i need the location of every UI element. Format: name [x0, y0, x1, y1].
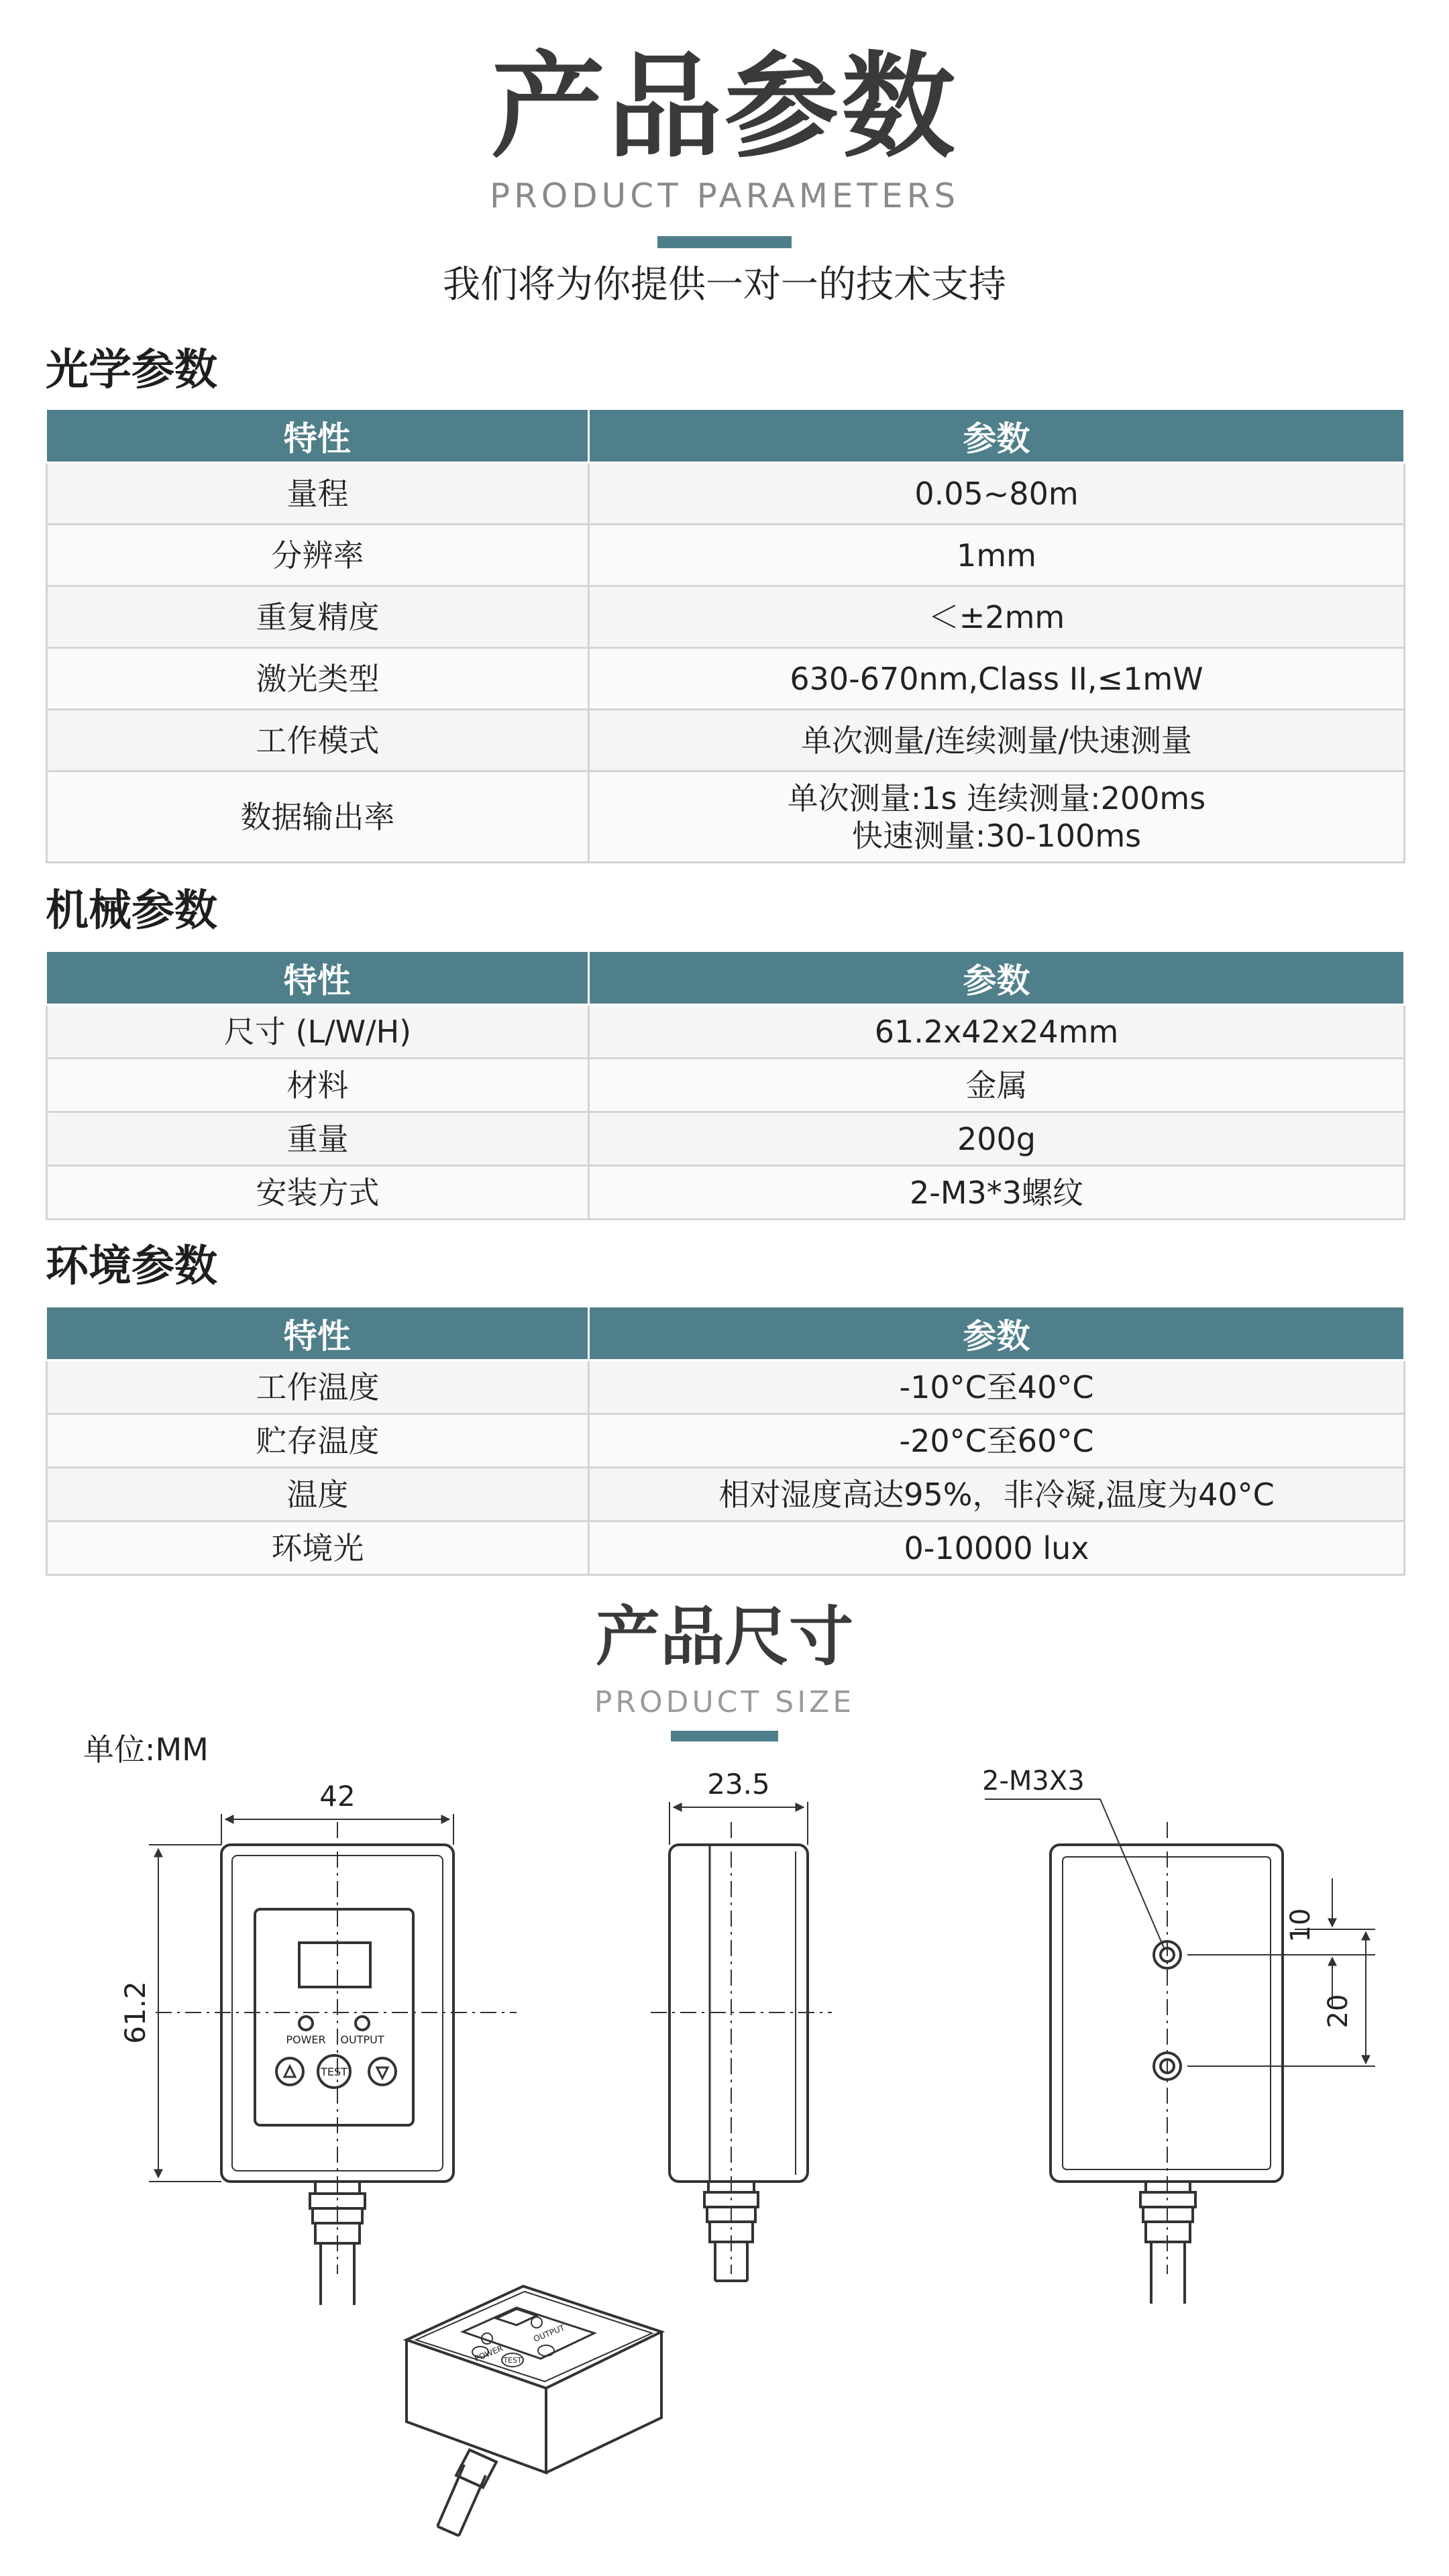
dim-depth-label: 23.5: [707, 1768, 770, 1801]
title-accent-bar: [657, 236, 792, 248]
table-cell: -20°C至60°C: [589, 1414, 1405, 1468]
table-row: [47, 1414, 1405, 1468]
size-subtitle: PRODUCT SIZE: [594, 1685, 855, 1719]
front-test-label: TEST: [321, 2065, 347, 2078]
unit-label: 单位:MM: [83, 1731, 209, 1768]
table-cell: 贮存温度: [47, 1414, 589, 1468]
table-row: [47, 1521, 1405, 1575]
table-cell: 重量: [47, 1112, 589, 1166]
table-cell: 激光类型: [47, 648, 589, 710]
table-header: 参数: [589, 951, 1405, 1005]
section-title-optical: 光学参数: [46, 345, 217, 395]
table-row: [47, 1166, 1405, 1220]
section-title-environment: 环境参数: [46, 1242, 217, 1291]
table-row: [47, 525, 1405, 586]
table-row: [47, 1360, 1405, 1414]
isometric-view-drawing: [407, 2286, 661, 2536]
dim-hole-spacing-label: 20: [1323, 1994, 1354, 2029]
table-cell: 金属: [589, 1059, 1405, 1112]
table-row: [47, 463, 1405, 525]
table-row: [47, 586, 1405, 648]
table-cell: 61.2x42x24mm: [589, 1005, 1405, 1059]
table-cell: 量程: [47, 463, 589, 525]
table-header: 参数: [589, 409, 1405, 463]
table-cell: 0-10000 lux: [589, 1521, 1405, 1575]
table-cell: 200g: [589, 1112, 1405, 1166]
table-cell: 0.05~80m: [589, 463, 1405, 525]
dim-hole-offset-label: 10: [1285, 1908, 1316, 1943]
slogan: 我们将为你提供一对一的技术支持: [443, 263, 1006, 307]
table-row: [47, 771, 1405, 863]
table-row: [47, 1468, 1405, 1521]
table-cell: 尺寸 (L/W/H): [47, 1005, 589, 1059]
table-cell: 数据输出率: [47, 771, 589, 863]
size-title: 产品尺寸: [596, 1599, 853, 1674]
iso-test-label: TEST: [503, 2356, 522, 2365]
table-header: 特性: [47, 951, 589, 1005]
page-subtitle: PRODUCT PARAMETERS: [489, 176, 960, 215]
table-header: 参数: [589, 1307, 1405, 1360]
table-row: [47, 648, 1405, 710]
front-view-drawing: [149, 1814, 517, 2305]
table-cell: -10°C至40°C: [589, 1360, 1405, 1414]
front-power-label: POWER: [286, 2033, 326, 2046]
optical-table: [46, 408, 1405, 863]
table-cell: 温度: [47, 1468, 589, 1521]
table-cell: ＜±2mm: [589, 586, 1405, 648]
size-accent-bar: [671, 1731, 778, 1741]
table-cell: 环境光: [47, 1521, 589, 1575]
front-output-label: OUTPUT: [340, 2033, 384, 2046]
environment-table: [46, 1305, 1405, 1576]
dim-width-label: 42: [319, 1780, 356, 1813]
table-row: [47, 1005, 1405, 1059]
iso-output-label: OUTPUT: [532, 2322, 566, 2344]
table-cell: 重复精度: [47, 586, 589, 648]
mechanical-table: [46, 950, 1405, 1220]
table-cell: 630-670nm,Class II,≤1mW: [589, 648, 1405, 710]
table-cell: 工作模式: [47, 710, 589, 771]
table-cell: 2-M3*3螺纹: [589, 1166, 1405, 1220]
table-cell: 材料: [47, 1059, 589, 1112]
dim-height-label: 61.2: [119, 1981, 152, 2044]
table-cell: 1mm: [589, 525, 1405, 586]
table-header: 特性: [47, 409, 589, 463]
dimension-drawings: [0, 1744, 1449, 2576]
iso-power-label: POWER: [473, 2343, 504, 2364]
back-view-drawing: [985, 1799, 1375, 2304]
table-row: [47, 1059, 1405, 1112]
table-cell: 分辨率: [47, 525, 589, 586]
side-view-drawing: [651, 1802, 832, 2281]
page-title: 产品参数: [490, 41, 958, 174]
table-cell: 单次测量/连续测量/快速测量: [589, 710, 1405, 771]
table-row: [47, 710, 1405, 771]
section-title-mechanical: 机械参数: [46, 886, 217, 936]
table-cell: 工作温度: [47, 1360, 589, 1414]
thread-label: 2-M3X3: [982, 1766, 1085, 1796]
table-cell: 单次测量:1s 连续测量:200ms 快速测量:30-100ms: [589, 771, 1405, 863]
table-header: 特性: [47, 1307, 589, 1360]
table-cell: 相对湿度高达95%，非冷凝,温度为40°C: [589, 1468, 1405, 1521]
table-row: [47, 1112, 1405, 1166]
table-cell: 安装方式: [47, 1166, 589, 1220]
